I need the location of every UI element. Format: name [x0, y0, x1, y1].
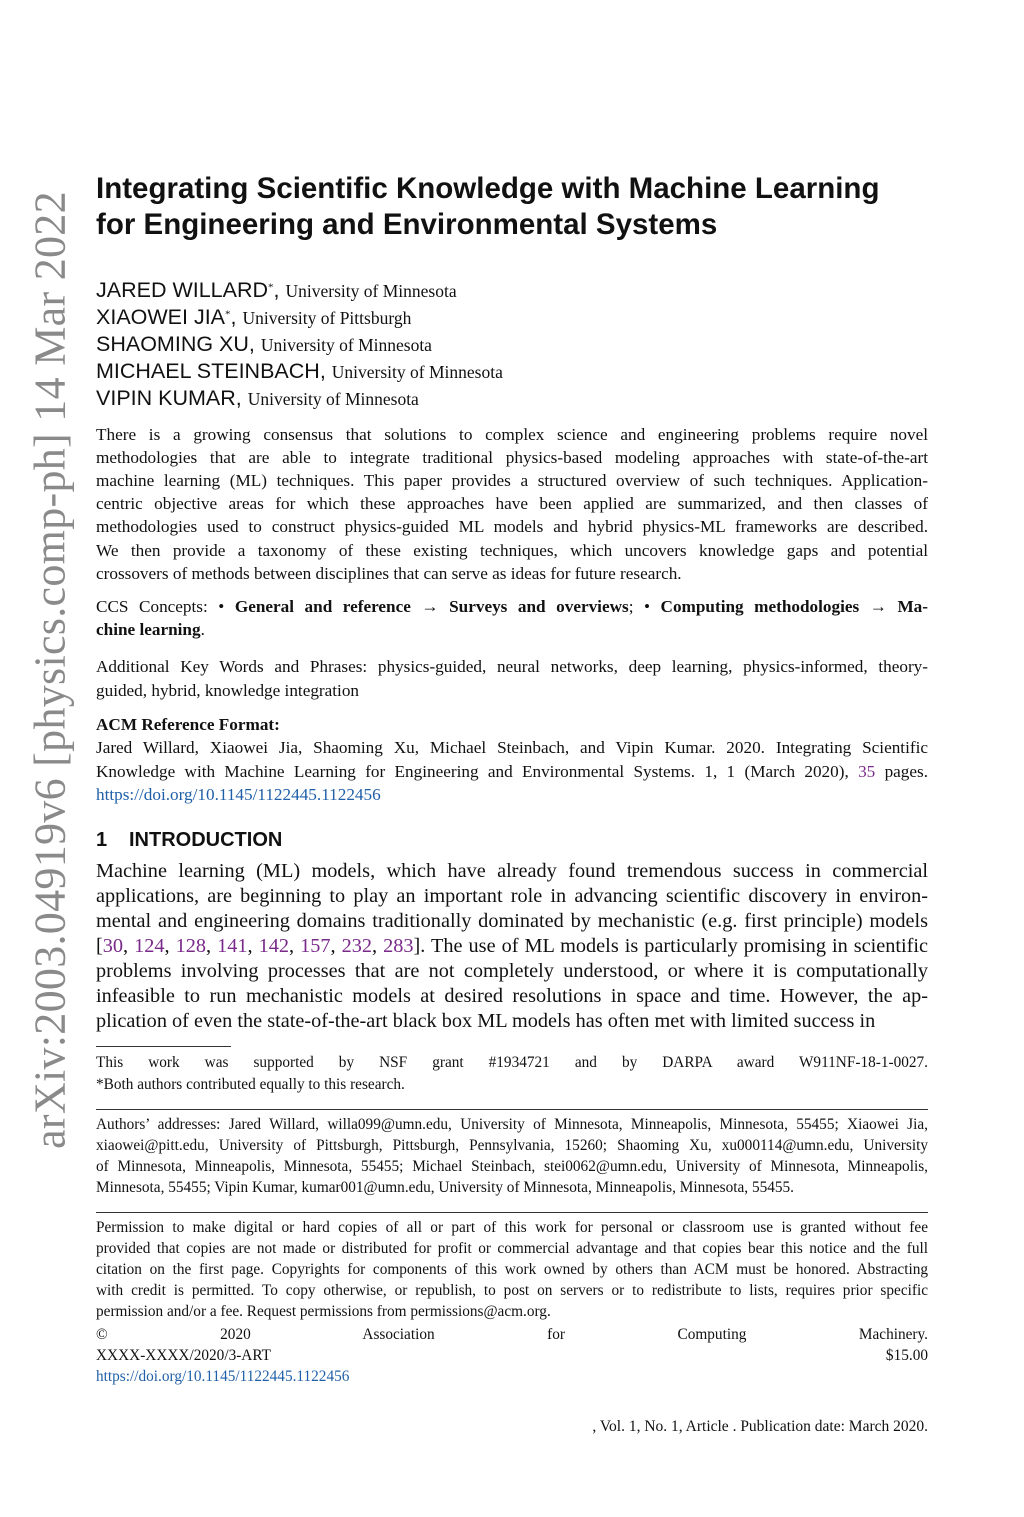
section-title: INTRODUCTION — [129, 829, 283, 851]
citation-link[interactable]: 232 — [341, 935, 373, 957]
author-affiliation: University of Pittsburgh — [242, 308, 412, 328]
text-line: provided that copies are not made or distributed for profit or commercial advantage and that copies bear this notice and the full — [96, 1240, 928, 1257]
text-segment: , — [206, 935, 218, 957]
text-line: permission and/or a fee. Request permissions from permissions@acm.org. — [96, 1303, 551, 1320]
author — [96, 305, 411, 330]
text-segment: , — [372, 935, 384, 957]
citation-link[interactable]: 157 — [300, 935, 331, 957]
author-affiliation: University of Minnesota — [260, 335, 432, 355]
text-segment: , — [123, 935, 135, 957]
author-affiliation: University of Minnesota — [285, 281, 457, 301]
text-segment: , — [330, 935, 342, 957]
separator: , — [319, 359, 332, 383]
text-segment: ]. The use of ML models is particularly promising in scientific — [413, 935, 929, 957]
text-line: centric objective areas for which these approaches have been applied are summarized, and then classes of — [96, 494, 928, 514]
author — [96, 386, 419, 411]
citation-link[interactable]: 124 — [134, 935, 165, 957]
text-line — [96, 1368, 928, 1386]
text-line: Permission to make digital or hard copies of all or part of this work for personal or classroom use is granted without fee — [96, 1219, 928, 1236]
text-line: guided, hybrid, knowledge integration — [96, 681, 360, 700]
text-line: Minnesota, 55455; Vipin Kumar, kumar001@umn.edu, University of Minnesota, Minneapolis, Minnesota, 55455. — [96, 1179, 795, 1196]
text-line: Jared Willard, Xiaowei Jia, Shaoming Xu, Michael Steinbach, and Vipin Kumar. 2020. Integrating Scientific — [96, 738, 928, 757]
text-segment: . — [200, 620, 205, 639]
author — [96, 278, 457, 303]
text-segment: , — [289, 935, 301, 957]
text-line: crossovers of methods between disciplines that can serve as ideas for future research. — [96, 563, 682, 583]
text-line — [96, 762, 928, 782]
citation-link[interactable]: 35 — [858, 761, 876, 781]
citation-link[interactable]: 283 — [383, 935, 414, 957]
text-line: applications, are beginning to play an important role in advancing scientific discovery in environ- — [96, 885, 928, 907]
text-line: plication of even the state-of-the-art black box ML models has often met with limited success in — [96, 1010, 876, 1032]
acm-ref-heading — [96, 715, 928, 735]
author — [96, 359, 503, 384]
section-number: 1 — [96, 829, 108, 851]
text-line: xiaowei@pitt.edu, University of Pittsburgh, Pittsburgh, Pennsylvania, 15260; Shaoming Xu, xu000114@umn.edu, University — [96, 1137, 928, 1154]
text-line: methodologies used to construct physics-guided ML models and hybrid physics-ML frameworks are described. — [96, 517, 928, 537]
author-affiliation: University of Minnesota — [331, 362, 503, 382]
text-line: methodologies that are able to integrate traditional physics-based modeling approaches with state-of-the-art — [96, 448, 928, 468]
author-name: XIAOWEI JIA — [96, 305, 226, 329]
separator: , — [273, 278, 286, 302]
bold-text: Computing methodologies → Ma- — [660, 597, 928, 616]
author-affiliation: University of Minnesota — [247, 389, 419, 409]
acm-ref-heading-text: ACM Reference Format: — [96, 715, 280, 734]
author-name: VIPIN KUMAR — [96, 386, 236, 410]
text-segment: pages. — [875, 761, 929, 781]
citation-link[interactable]: 141 — [217, 935, 248, 957]
doi-link[interactable]: https://doi.org/10.1145/1122445.1122456 — [96, 785, 381, 804]
equal-contribution-mark: * — [268, 281, 274, 294]
text-segment: ; • — [628, 597, 661, 616]
separator: , — [248, 332, 261, 356]
text-line — [96, 597, 928, 617]
paper-title-line-2: for Engineering and Environmental Systems — [96, 208, 718, 241]
text-segment: [ — [96, 935, 103, 957]
author-name: SHAOMING XU — [96, 332, 249, 356]
text-segment: CCS Concepts: • — [96, 597, 235, 616]
text-line: citation on the first page. Copyrights for components of this work owned by others than ACM must be honored. Abstracting — [96, 1261, 928, 1278]
citation-link[interactable]: 128 — [175, 935, 207, 957]
arxiv-identifier: arXiv:2003.04919v6 [physics.comp-ph] 14 Mar 2022 — [25, 191, 75, 1149]
author-name: MICHAEL STEINBACH — [96, 359, 320, 383]
text-line — [96, 620, 928, 640]
text-line: Additional Key Words and Phrases: physics-guided, neural networks, deep learning, physics-informed, theory- — [96, 657, 928, 676]
citation-link[interactable]: 142 — [258, 935, 290, 957]
text-segment: , — [247, 935, 259, 957]
text-line: with credit is permitted. To copy otherwise, or republish, to post on servers or to redistribute to lists, requires prior specific — [96, 1282, 928, 1299]
text-line: XXXX-XXXX/2020/3-ART $15.00 — [96, 1347, 928, 1364]
text-line: Authors’ addresses: Jared Willard, willa099@umn.edu, University of Minnesota, Minneapolis, Minnesota, 55455; Xiaowei Jia, — [96, 1116, 928, 1133]
separator: , — [230, 305, 243, 329]
divider — [96, 1212, 928, 1213]
text-line: We then provide a taxonomy of these existing techniques, which uncovers knowledge gaps and potential — [96, 540, 928, 560]
text-line: of Minnesota, Minneapolis, Minnesota, 55455; Michael Steinbach, stei0062@umn.edu, University of Minnesota, Minneapolis, — [96, 1158, 928, 1175]
page-footer: , Vol. 1, No. 1, Article . Publication date: March 2020. — [592, 1418, 928, 1435]
separator: , — [235, 386, 248, 410]
text-line: *Both authors contributed equally to this research. — [96, 1076, 405, 1093]
text-segment: Knowledge with Machine Learning for Engineering and Environmental Systems. 1, 1 (March 2020), — [96, 761, 859, 781]
author-name: JARED WILLARD — [96, 278, 269, 302]
text-line: © 2020 Association for Computing Machinery. — [96, 1326, 928, 1343]
divider — [96, 1109, 928, 1110]
text-segment: , — [164, 935, 176, 957]
bold-text: chine learning — [96, 620, 201, 639]
text-line: There is a growing consensus that solutions to complex science and engineering problems require novel — [96, 425, 928, 444]
section-heading-introduction — [96, 829, 282, 852]
text-line: Machine learning (ML) models, which have already found tremendous success in commercial — [96, 860, 928, 882]
text-line: problems involving processes that are not completely understood, or where it is computationally — [96, 960, 928, 982]
doi-link[interactable]: https://doi.org/10.1145/1122445.1122456 — [96, 1368, 350, 1385]
bold-text: General and reference → Surveys and overviews — [234, 597, 629, 616]
text-line: This work was supported by NSF grant #1934721 and by DARPA award W911NF-18-1-0027. — [96, 1054, 928, 1071]
text-line: infeasible to run mechanistic models at desired resolutions in space and time. However, the ap- — [96, 985, 928, 1007]
paper-title-line-1: Integrating Scientific Knowledge with Machine Learning — [96, 172, 880, 205]
text-line: machine learning (ML) techniques. This paper provides a structured overview of such techniques. Application- — [96, 471, 928, 491]
citation-link[interactable]: 30 — [102, 935, 124, 957]
text-line — [96, 785, 928, 805]
text-line — [96, 935, 928, 958]
author — [96, 332, 432, 357]
footnote-rule — [96, 1046, 231, 1047]
equal-contribution-mark: * — [225, 308, 231, 321]
text-line: mental and engineering domains traditionally dominated by mechanistic (e.g. first principle) models — [96, 910, 928, 932]
